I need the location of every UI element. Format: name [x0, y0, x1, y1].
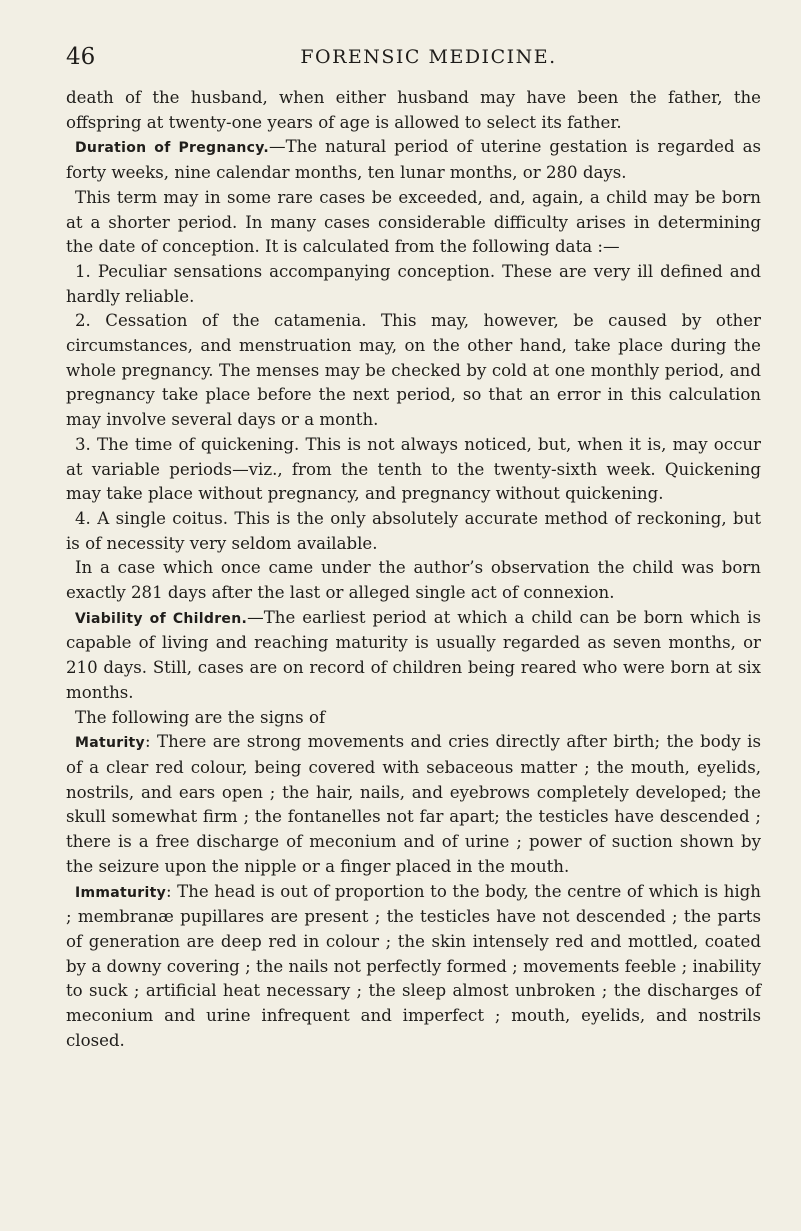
section-heading: Maturity: [75, 735, 145, 752]
page-number: 46: [66, 44, 96, 70]
paragraph: death of the husband, when either husband may have been the father, the offspring at twenty-one years of age is allowed to select its father.: [66, 88, 761, 132]
page-header: [66, 40, 761, 86]
paragraph: The following are the signs of: [75, 707, 326, 727]
section-heading: Duration of Pregnancy.: [75, 140, 269, 157]
paragraph: This term may in some rare cases be exceeded, and, again, a child may be born at a shorter period. In many cases considerable difficulty arises in determining the date of conception. It is calculated from the following data :—: [66, 187, 761, 257]
body-text: [66, 86, 761, 1053]
list-item: 4. A single coitus. This is the only absolutely accurate method of reckoning, but is of necessity very seldom available.: [66, 508, 761, 553]
list-item: 3. The time of quickening. This is not always noticed, but, when it is, may occur at variable periods—viz., from the tenth to the twenty-sixth week. Quickening may take place without pregnancy, and pregnancy without quickening.: [66, 434, 761, 504]
list-item: 2. Cessation of the catamenia. This may, however, be caused by other circumstances, and menstruation may, on the other hand, take place during the whole pregnancy. The menses may be checked by cold at one monthly period, and pregnancy take place before the next period, so that an error in this calculation may involve several days or a month.: [66, 311, 761, 430]
list-item: 1. Peculiar sensations accompanying conception. These are very ill defined and hardly reliable.: [66, 261, 761, 306]
section-heading: Viability of Children.: [75, 610, 248, 627]
paragraph: In a case which once came under the author’s observation the child was born exactly 281 days after the last or alleged single act of connexion.: [66, 558, 761, 603]
paragraph-duration-of-pregnancy: Duration of Pregnancy.—The natural period of uterine gestation is regarded as forty weeks, nine calendar months, ten lunar months, or 280 days.: [66, 137, 761, 183]
paragraph-viability-of-children: Viability of Children.—The earliest period at which a child can be born which is capable of living and reaching maturity is usually regarded as seven months, or 210 days. Still, cases are on record of children being reared who were born at six months.: [66, 607, 761, 702]
paragraph-immaturity: Immaturity: The head is out of proportion to the body, the centre of which is high ; membranæ pupillares are present ; the testicles have not descended ; the parts of generation are deep red in colour ; the skin intensely red and mottled, coated by a downy covering ; the nails not perfectly formed ; movements feeble ; inability to suck ; artificial heat necessary ; the sleep almost unbroken ; the discharges of meconium and urine infrequent and imperfect ; mouth, eyelids, and nostrils closed.: [66, 881, 761, 1050]
section-heading: Immaturity: [75, 884, 167, 901]
paragraph-maturity: Maturity: There are strong movements and cries directly after birth; the body is of a clear red colour, being covered with sebaceous matter ; the mouth, eyelids, nostrils, and ears open ; the hair, nails, and eyebrows completely developed; the skull somewhat firm ; the fontanelles not far apart; the testicles have descended ; there is a free discharge of meconium and of urine ; power of suction shown by the seizure upon the nipple or a finger placed in the mouth.: [66, 732, 761, 876]
running-head: FORENSIC MEDICINE.: [300, 46, 557, 68]
